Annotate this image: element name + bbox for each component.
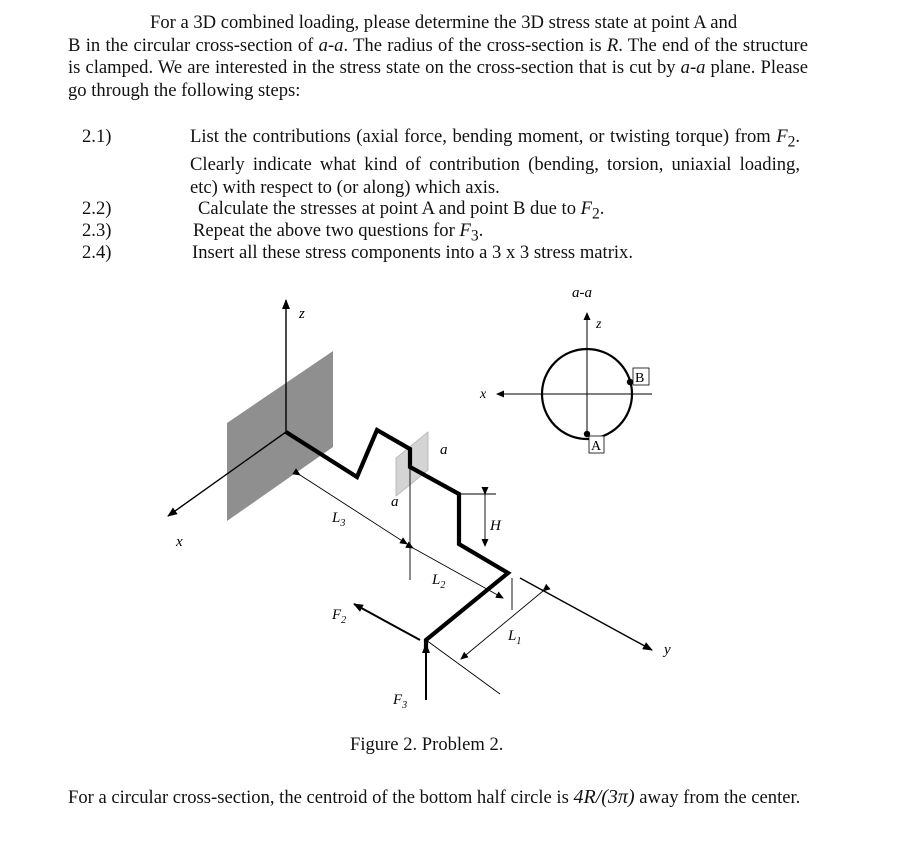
section-label-a-top: a xyxy=(440,442,448,458)
step-number: 2.3) xyxy=(82,220,112,241)
intro-aa-1: a-a xyxy=(318,34,344,56)
step-text: Insert all these stress components into a 3 x 3 stress matrix. xyxy=(192,242,634,263)
step-number: 2.2) xyxy=(82,198,112,219)
footer-note xyxy=(68,782,828,813)
step-text: Repeat the above two questions for $F_3$. xyxy=(193,220,484,245)
F2-arrow xyxy=(354,604,420,640)
z-axis-label: z xyxy=(299,306,305,322)
y-axis-label: y xyxy=(664,642,671,658)
intro-text-d: plane. Please go through the following steps: xyxy=(68,57,808,101)
intro-text-c: . The end of the structure is clamped. We are interested in the stress state on the cross-section that is cut by xyxy=(68,34,808,79)
F2-label: $F_2$ xyxy=(332,607,347,626)
intro-text-a: B in the circular cross-section of xyxy=(68,34,319,56)
x-axis-label: x xyxy=(176,534,183,550)
L3-label: $L_3$ xyxy=(332,510,346,529)
point-A-label: A xyxy=(591,439,602,454)
section-title: a-a xyxy=(572,285,592,301)
figure-2 xyxy=(0,275,916,735)
step-text: List the contributions (axial force, bending moment, or twisting torque) from $F_2$. Clearly indicate what kind of contribution (bending, torsion, uniaxial loading, etc) with respect to (or along) which axis. xyxy=(190,126,800,198)
footer-text-a: For a circular cross-section, the centroid of the bottom half circle is xyxy=(68,787,574,808)
section-label-a-bottom: a xyxy=(391,494,399,510)
section-z-label: z xyxy=(596,317,602,332)
L1-label: $L_1$ xyxy=(508,628,522,647)
F3-label: $F_3$ xyxy=(393,692,408,711)
problem-statement xyxy=(68,12,808,102)
step-text: Calculate the stresses at point A and point B due to $F_2$. xyxy=(198,198,605,223)
point-B-label: B xyxy=(635,371,645,386)
L2-label: $L_2$ xyxy=(432,572,446,591)
intro-line-1: For a 3D combined loading, please determine the 3D stress state at point A and xyxy=(150,12,738,33)
L1-extension-lower xyxy=(426,640,500,694)
y-axis xyxy=(520,578,652,650)
section-x-label: x xyxy=(480,387,487,402)
figure-caption: Figure 2. Problem 2. xyxy=(350,734,504,755)
L2-dimension xyxy=(413,548,503,598)
step-number: 2.4) xyxy=(82,242,112,263)
footer-text-b: away from the center. xyxy=(639,787,801,808)
intro-aa-2: a-a xyxy=(680,57,706,79)
intro-text-b: . The radius of the cross-section is xyxy=(343,34,607,56)
step-number: 2.1) xyxy=(82,126,112,147)
intro-radius: R xyxy=(606,34,619,56)
structure-diagram xyxy=(0,275,916,735)
centroid-formula: 4R/(3π) xyxy=(573,786,635,808)
point-B-marker xyxy=(627,379,633,385)
H-label: H xyxy=(490,518,501,534)
